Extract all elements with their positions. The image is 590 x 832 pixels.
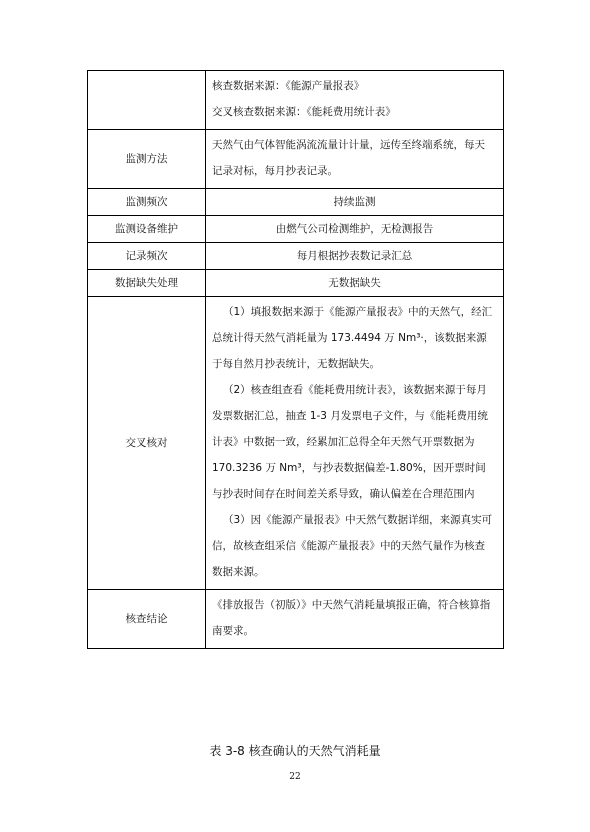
crosscheck-paragraph-3: （3）因《能源产量报表》中天然气数据详细，来源真实可信，故核查组采信《能源产量报表》中的天然气量作为核查数据来源。 — [212, 514, 493, 578]
table-row-missing — [88, 270, 504, 297]
table-row-frequency — [88, 189, 504, 216]
table-caption: 表 3-8 核查确认的天然气消耗量 — [209, 744, 381, 758]
row-value-crosscheck — [206, 297, 504, 590]
table-row-maintenance — [88, 216, 504, 243]
row-label-missing: 数据缺失处理 — [88, 270, 206, 297]
row-label-maintenance: 监测设备维护 — [88, 216, 206, 243]
row-value-missing: 无数据缺失 — [206, 270, 504, 297]
table-row-record — [88, 243, 504, 270]
row-label-crosscheck: 交叉核对 — [88, 297, 206, 590]
crosscheck-paragraph-1: （1）填报数据来源于《能源产量报表》中的天然气，经汇总统计得天然气消耗量为 173.4494 万 Nm³·，该数据来源于每自然月抄表统计，无数据缺失。 — [212, 306, 493, 370]
row-label-conclusion: 核查结论 — [88, 590, 206, 649]
row-value-method: 天然气由气体智能涡流流量计计量，远传至终端系统，每天记录对标，每月抄表记录。 — [206, 130, 504, 189]
row-label-frequency: 监测频次 — [88, 189, 206, 216]
table-row-source — [88, 71, 504, 130]
source-line-primary: 核查数据来源：《能源产量报表》 — [212, 80, 365, 92]
crosscheck-paragraph-2: （2）核查组查看《能耗费用统计表》，该数据来源于每月发票数据汇总，抽查 1-3 月发票电子文件，与《能耗费用统计表》中数据一致，经累加汇总得全年天然气开票数据为 170.3236 万 Nm³，与抄表数据偏差-1.80%，因开票时间与抄表时间存在时间差关系导致，确认偏差在合理范围内 — [212, 384, 488, 500]
verification-table — [87, 70, 504, 649]
row-label-source — [88, 71, 206, 130]
table-row-crosscheck — [88, 297, 504, 590]
row-value-source — [206, 71, 504, 130]
table-row-conclusion — [88, 590, 504, 649]
row-value-conclusion: 《排放报告（初版）》中天然气消耗量填报正确，符合核算指南要求。 — [206, 590, 504, 649]
table-row-method — [88, 130, 504, 189]
row-label-record: 记录频次 — [88, 243, 206, 270]
source-line-cross: 交叉核查数据来源：《能耗费用统计表》 — [212, 106, 396, 118]
row-label-method: 监测方法 — [88, 130, 206, 189]
row-value-maintenance: 由燃气公司检测维护，无检测报告 — [206, 216, 504, 243]
row-value-record: 每月根据抄表数记录汇总 — [206, 243, 504, 270]
page-number: 22 — [289, 772, 301, 782]
row-value-frequency: 持续监测 — [206, 189, 504, 216]
